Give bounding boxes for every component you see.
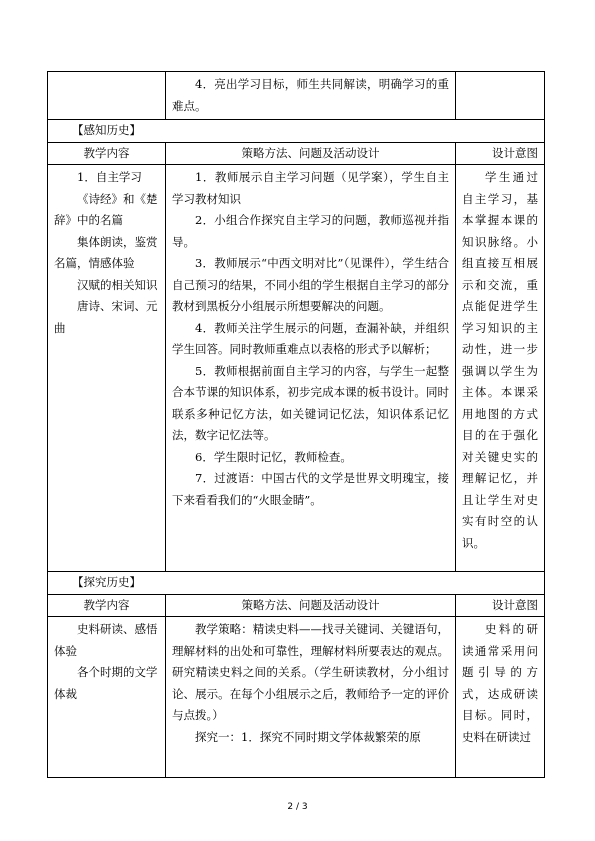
strategy-paragraph: 7．过渡语：中国古代的文学是世界文明瑰宝，接下来看看我们的“火眼金睛”。 (172, 471, 449, 507)
intent-paragraph: 史料的研读通常采用问题引导的方式，达成研读目标。同时，史料在研读过 (462, 622, 538, 744)
content-line: 集体朗读，鉴赏名篇，情感体验 (54, 234, 158, 270)
strategy-paragraph: 6．学生限时记忆，教师检查。 (195, 449, 352, 464)
content-cell (48, 617, 166, 778)
column-header: 教学内容 (48, 595, 166, 617)
column-header: 设计意图 (456, 143, 545, 165)
strategy-cell (166, 165, 456, 572)
strategy-cell (166, 617, 456, 778)
table-row (48, 617, 545, 778)
table-row (48, 165, 545, 572)
strategy-paragraph: 1．教师展示自主学习问题（见学案），学生自主学习教材知识 (172, 170, 449, 206)
content-line: 史料研读、感悟体验 (54, 622, 158, 658)
intent-cell (456, 165, 545, 572)
strategy-paragraph: 3．教师展示“中西文明对比”（见课件），学生结合自己预习的结果，不同小组的学生根据自主学习的部分教材到黑板分小组展示所想要解决的问题。 (172, 256, 449, 313)
column-header: 策略方法、问题及活动设计 (166, 595, 456, 617)
strategy-paragraph: 2．小组合作探究自主学习的问题，教师巡视并指导。 (172, 213, 449, 249)
strategy-cell (166, 72, 456, 120)
content-line: 汉赋的相关知识 (77, 277, 158, 292)
empty-cell (48, 72, 166, 120)
content-line: 《诗经》和《楚辞》中的名篇 (54, 191, 158, 227)
column-header: 教学内容 (48, 143, 166, 165)
content-line: 1．自主学习 (77, 170, 142, 184)
content-cell (48, 165, 166, 572)
intent-paragraph: 学生通过自主学习，基本掌握本课的知识脉络。小组直接互相展示和交流，重点能促进学生学习知识的主动性，进一步强调以学生为主体。本课采用地图的方式目的在于强化对关键史实的理解记忆，并且让学生对史实有时空的认识。 (462, 170, 538, 550)
strategy-paragraph: 4．亮出学习目标，师生共同解读，明确学习的重难点。 (172, 77, 449, 113)
section-title: 【感知历史】 (48, 120, 545, 143)
lesson-plan-table (47, 71, 545, 778)
strategy-paragraph: 5．教师根据前面自主学习的内容，与学生一起整合本节课的知识体系，初步完成本课的板书设计。同时联系多种记忆方法，如关键词记忆法，知识体系记忆法，数字记忆法等。 (172, 363, 449, 442)
strategy-paragraph: 4．教师关注学生展示的问题，查漏补缺，并组织学生回答。同时教师重难点以表格的形式予以解析； (172, 320, 449, 356)
table-row (48, 143, 545, 165)
empty-cell (456, 72, 545, 120)
table-row (48, 72, 545, 120)
intent-cell (456, 617, 545, 778)
column-header: 策略方法、问题及活动设计 (166, 143, 456, 165)
table-row (48, 572, 545, 595)
strategy-paragraph: 探究一：1．探究不同时期文学体裁繁荣的原 (195, 729, 421, 744)
table-row (48, 120, 545, 143)
page-number: 2 / 3 (287, 802, 308, 812)
table-row (48, 595, 545, 617)
strategy-paragraph: 教学策略：精读史料——找寻关键词、关键语句，理解材料的出处和可靠性，理解材料所要表达的观点。研究精读史料之间的关系。（学生研读教材，分小组讨论、展示。在每个小组展示之后，教师给予一定的评价与点拨。） (172, 622, 449, 722)
section-title: 【探究历史】 (48, 572, 545, 595)
column-header: 设计意图 (456, 595, 545, 617)
content-line: 各个时期的文学体裁 (54, 665, 158, 701)
content-line: 唐诗、宋词、元曲 (54, 299, 158, 335)
